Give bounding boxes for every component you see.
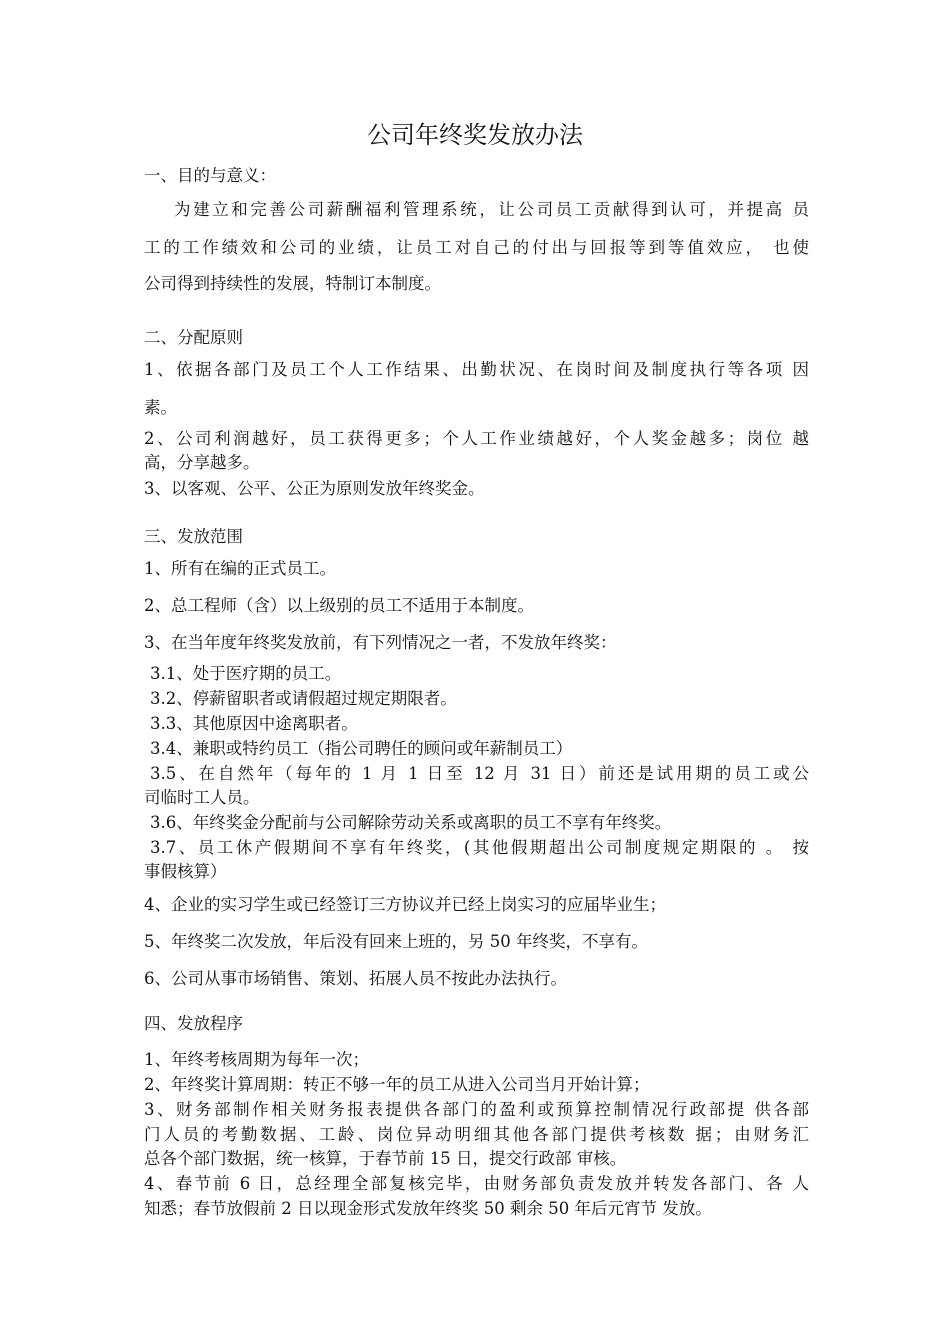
section-heading-scope: 三、发放范围: [144, 527, 243, 546]
list-item: 2、年终奖计算周期：转正不够一年的员工从进入公司当月开始计算；: [144, 1075, 650, 1094]
sub-list-item: 3.3、其他原因中途离职者。: [150, 714, 358, 733]
section-heading-purpose: 一、目的与意义：: [144, 166, 276, 185]
list-item: 1、依据各部门及员工个人工作结果、出勤状况、在岗时间及制度执行等各项 因: [144, 360, 809, 379]
list-item: 5、年终奖二次发放，年后没有回来上班的，另 50 年终奖，不享有。: [144, 932, 648, 951]
list-item-continuation: 知悉；春节放假前 2 日以现金形式发放年终奖 50 剩余 50 年后元宵节 发放。: [144, 1199, 712, 1218]
paragraph-line: 公司得到持续性的发展，特制订本制度。: [144, 274, 441, 293]
list-item: 1、所有在编的正式员工。: [144, 559, 336, 578]
list-item: 2、公司利润越好，员工获得更多；个人工作业绩越好，个人奖金越多；岗位 越: [144, 429, 809, 448]
list-item: 3、财务部制作相关财务报表提供各部门的盈利或预算控制情况行政部提 供各部: [144, 1100, 809, 1119]
list-item: 4、春节前 6 日，总经理全部复核完毕，由财务部负责发放并转发各部门、各 人: [144, 1174, 809, 1193]
paragraph-line: 工的工作绩效和公司的业绩，让员工对自己的付出与回报等到等值效应， 也使: [144, 238, 809, 257]
section-heading-procedure: 四、发放程序: [144, 1014, 243, 1033]
list-item-continuation: 高，分享越多。: [144, 453, 260, 472]
sub-list-item: 3.2、停薪留职者或请假超过规定期限者。: [150, 689, 457, 708]
list-item: 4、企业的实习学生或已经签订三方协议并已经上岗实习的应届毕业生；: [144, 895, 666, 914]
list-item-continuation: 素。: [144, 398, 177, 417]
sub-list-item: 3.5、在自然年（每年的 1 月 1 日至 12 月 31 日）前还是试用期的员工或公: [150, 764, 809, 783]
sub-list-item: 3.1、处于医疗期的员工。: [150, 664, 342, 683]
paragraph-line: 为建立和完善公司薪酬福利管理系统，让公司员工贡献得到认可，并提高 员: [174, 200, 809, 219]
list-item-continuation: 总各个部门数据，统一核算，于春节前 15 日，提交行政部 审核。: [144, 1149, 627, 1168]
sub-list-item: 3.4、兼职或特约员工（指公司聘任的顾问或年薪制员工）: [150, 739, 573, 758]
list-item: 2、总工程师（含）以上级别的员工不适用于本制度。: [144, 596, 534, 615]
list-item-continuation: 门人员的考勤数据、工龄、岗位异动明细其他各部门提供考核数 据；由财务汇: [144, 1125, 809, 1144]
list-item: 3、以客观、公平、公正为原则发放年终奖金。: [144, 479, 485, 498]
page-title: 公司年终奖发放办法: [367, 121, 583, 149]
sub-list-item-continuation: 事假核算）: [144, 862, 227, 881]
list-item: 3、在当年度年终奖发放前，有下列情况之一者，不发放年终奖：: [144, 633, 617, 652]
sub-list-item-continuation: 司临时工人员。: [144, 788, 260, 807]
sub-list-item: 3.7、员工休产假期间不享有年终奖，(其他假期超出公司制度规定期限的 。 按: [150, 838, 809, 857]
section-heading-principles: 二、分配原则: [144, 328, 243, 347]
sub-list-item: 3.6、年终奖金分配前与公司解除劳动关系或离职的员工不享有年终奖。: [150, 813, 672, 832]
list-item: 6、公司从事市场销售、策划、拓展人员不按此办法执行。: [144, 969, 567, 988]
list-item: 1、年终考核周期为每年一次；: [144, 1050, 369, 1069]
